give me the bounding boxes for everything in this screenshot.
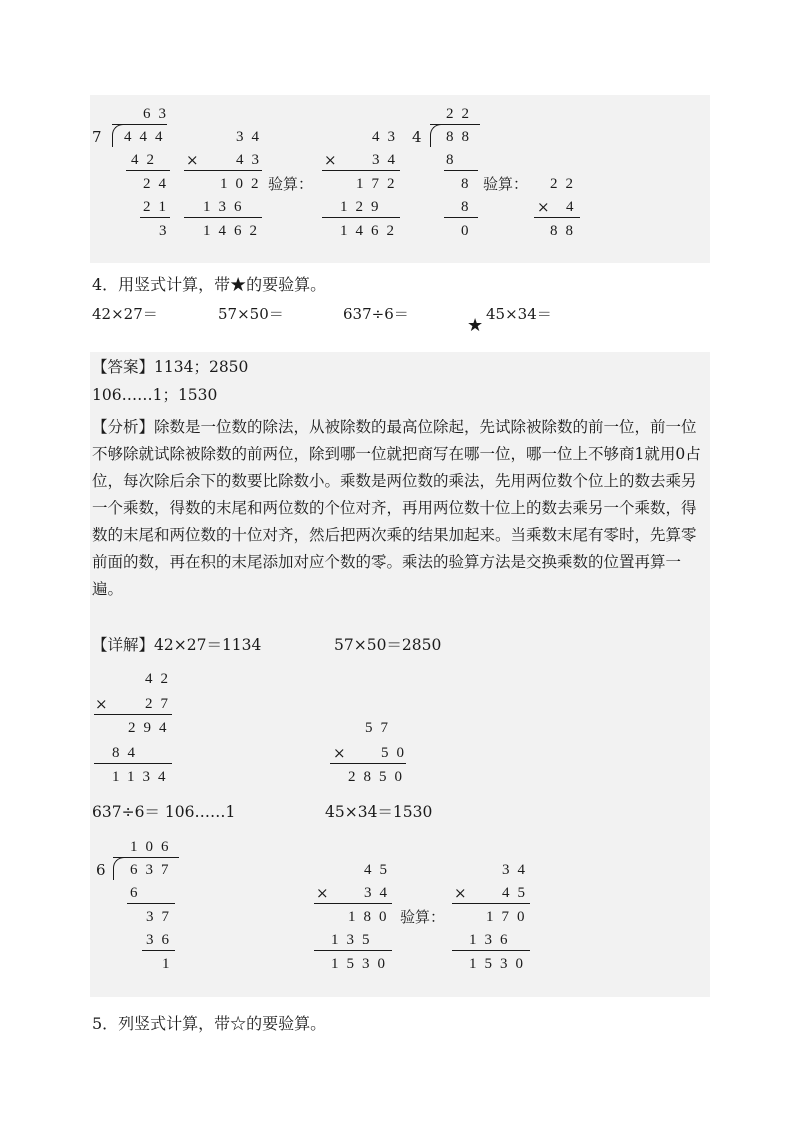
answer-line-1 — [92, 360, 248, 375]
q4-item-1: 42×27＝ — [92, 305, 158, 323]
quotient: 106 — [130, 839, 177, 855]
quotient: 22 — [446, 106, 477, 122]
q4-item-4: 45×34＝ — [486, 305, 552, 323]
factor-a: 43 — [372, 129, 403, 145]
times-sign: × — [324, 151, 337, 169]
rule — [94, 763, 172, 764]
product: 2850 — [348, 769, 410, 785]
question-4-title: 4．用竖式计算，带★的要验算。 — [92, 275, 327, 294]
rule — [127, 903, 175, 904]
times-sign: × — [186, 151, 199, 169]
detail-eq-2: 57×50＝2850 — [334, 636, 442, 654]
partial-product: 84 — [112, 745, 143, 761]
product: 88 — [550, 223, 581, 239]
rule — [322, 170, 400, 171]
detail-eq-1: 42×27＝1134 — [154, 636, 262, 654]
step-product: 42 — [131, 152, 162, 168]
factor-a: 34 — [502, 862, 533, 878]
step-product: 6 — [130, 885, 146, 901]
factor-b: 43 — [236, 152, 267, 168]
rule — [94, 714, 172, 715]
star-icon: ★ — [467, 315, 484, 336]
product: 1530 — [331, 956, 393, 972]
division-bracket — [113, 857, 124, 880]
partial-product: 294 — [128, 720, 175, 736]
rule — [452, 950, 530, 951]
detail-eq-4: 45×34＝1530 — [325, 803, 433, 821]
quotient: 63 — [143, 106, 174, 122]
divisor: 6 — [96, 861, 106, 879]
rule — [330, 763, 406, 764]
analysis-paragraph — [92, 414, 708, 603]
rule — [452, 903, 530, 904]
step-remainder: 24 — [143, 176, 174, 192]
partial-product: 172 — [356, 176, 403, 192]
partial-product: 136 — [203, 199, 250, 215]
detail-line-1 — [92, 638, 261, 653]
rule — [140, 217, 170, 218]
factor-b: 4 — [566, 199, 582, 215]
step-product: 8 — [446, 152, 462, 168]
partial-product: 180 — [348, 909, 395, 925]
partial-product: 135 — [331, 932, 378, 948]
step-product: 8 — [461, 199, 477, 215]
times-sign: × — [537, 198, 550, 216]
product: 1134 — [112, 769, 174, 785]
rule — [534, 217, 580, 218]
factor-a: 22 — [550, 176, 581, 192]
dividend: 444 — [124, 129, 171, 145]
product: 1462 — [340, 223, 402, 239]
check-label: 验算： — [483, 175, 529, 193]
factor-b: 27 — [145, 696, 176, 712]
rule — [314, 950, 392, 951]
q4-item-3: 637÷6＝ — [343, 305, 409, 323]
step-remainder: 37 — [146, 909, 177, 925]
rule — [142, 950, 175, 951]
factor-a: 45 — [364, 862, 395, 878]
product: 1530 — [469, 956, 531, 972]
times-sign: × — [333, 744, 346, 762]
dividend: 637 — [130, 862, 177, 878]
analysis-text: 除数是一位数的除法，从被除数的最高位除起，先试除被除数的前一位，前一位不够除就试除被除数的前两位，除到哪一位就把商写在哪一位，哪一位上不够商1就用0占位，每次除后余下的数要比除数小。乘数是两位数的乘法，先用两位数个位上的数去乘另一个乘数，得数的末尾和两位数的个位对齐，再用两位数十位上的数去乘另一个乘数，得数的末尾和两位数的十位对齐，然后把两次乘的结果加起来。当乘数末尾有零时，先算零前面的数，再在积的末尾添加对应个数的零。乘法的验算方法是交换乘数的位置再算一遍。 — [92, 418, 701, 598]
answer-values-1: 1134；2850 — [154, 358, 249, 376]
rule — [184, 217, 262, 218]
factor-b: 50 — [381, 745, 412, 761]
question-5-title: 5．列竖式计算，带☆的要验算。 — [92, 1014, 327, 1033]
divisor: 7 — [92, 128, 102, 146]
rule — [184, 170, 262, 171]
detail-label: 【详解】 — [92, 636, 155, 654]
step-remainder: 8 — [461, 176, 477, 192]
rule — [444, 170, 478, 171]
partial-product: 129 — [340, 199, 387, 215]
dividend: 88 — [446, 129, 477, 145]
rule — [444, 217, 478, 218]
partial-product: 170 — [486, 909, 533, 925]
factor-b: 34 — [372, 152, 403, 168]
times-sign: × — [316, 884, 329, 902]
analysis-label: 【分析】 — [92, 418, 155, 436]
answer-label: 【答案】 — [92, 358, 155, 376]
division-bracket — [430, 124, 441, 147]
times-sign: × — [95, 695, 108, 713]
check-label: 验算： — [268, 175, 314, 193]
remainder: 1 — [162, 956, 178, 972]
partial-product: 136 — [469, 932, 516, 948]
step-product: 36 — [146, 932, 177, 948]
factor-b: 34 — [364, 885, 395, 901]
factor-b: 45 — [502, 885, 533, 901]
factor-a: 42 — [145, 671, 176, 687]
q4-item-2: 57×50＝ — [218, 305, 284, 323]
detail-eq-3: 637÷6＝ 106……1 — [92, 803, 236, 821]
rule — [126, 170, 170, 171]
divisor: 4 — [412, 128, 422, 146]
step-product: 21 — [143, 199, 174, 215]
factor-a: 57 — [365, 720, 396, 736]
remainder: 3 — [159, 223, 175, 239]
check-label: 验算： — [400, 908, 446, 926]
remainder: 0 — [461, 223, 477, 239]
times-sign: × — [454, 884, 467, 902]
product: 1462 — [203, 223, 265, 239]
rule — [314, 903, 392, 904]
partial-product: 102 — [220, 176, 267, 192]
rule — [322, 217, 400, 218]
factor-a: 34 — [236, 129, 267, 145]
answer-line-2: 106……1；1530 — [92, 386, 218, 404]
division-bracket — [112, 124, 123, 147]
